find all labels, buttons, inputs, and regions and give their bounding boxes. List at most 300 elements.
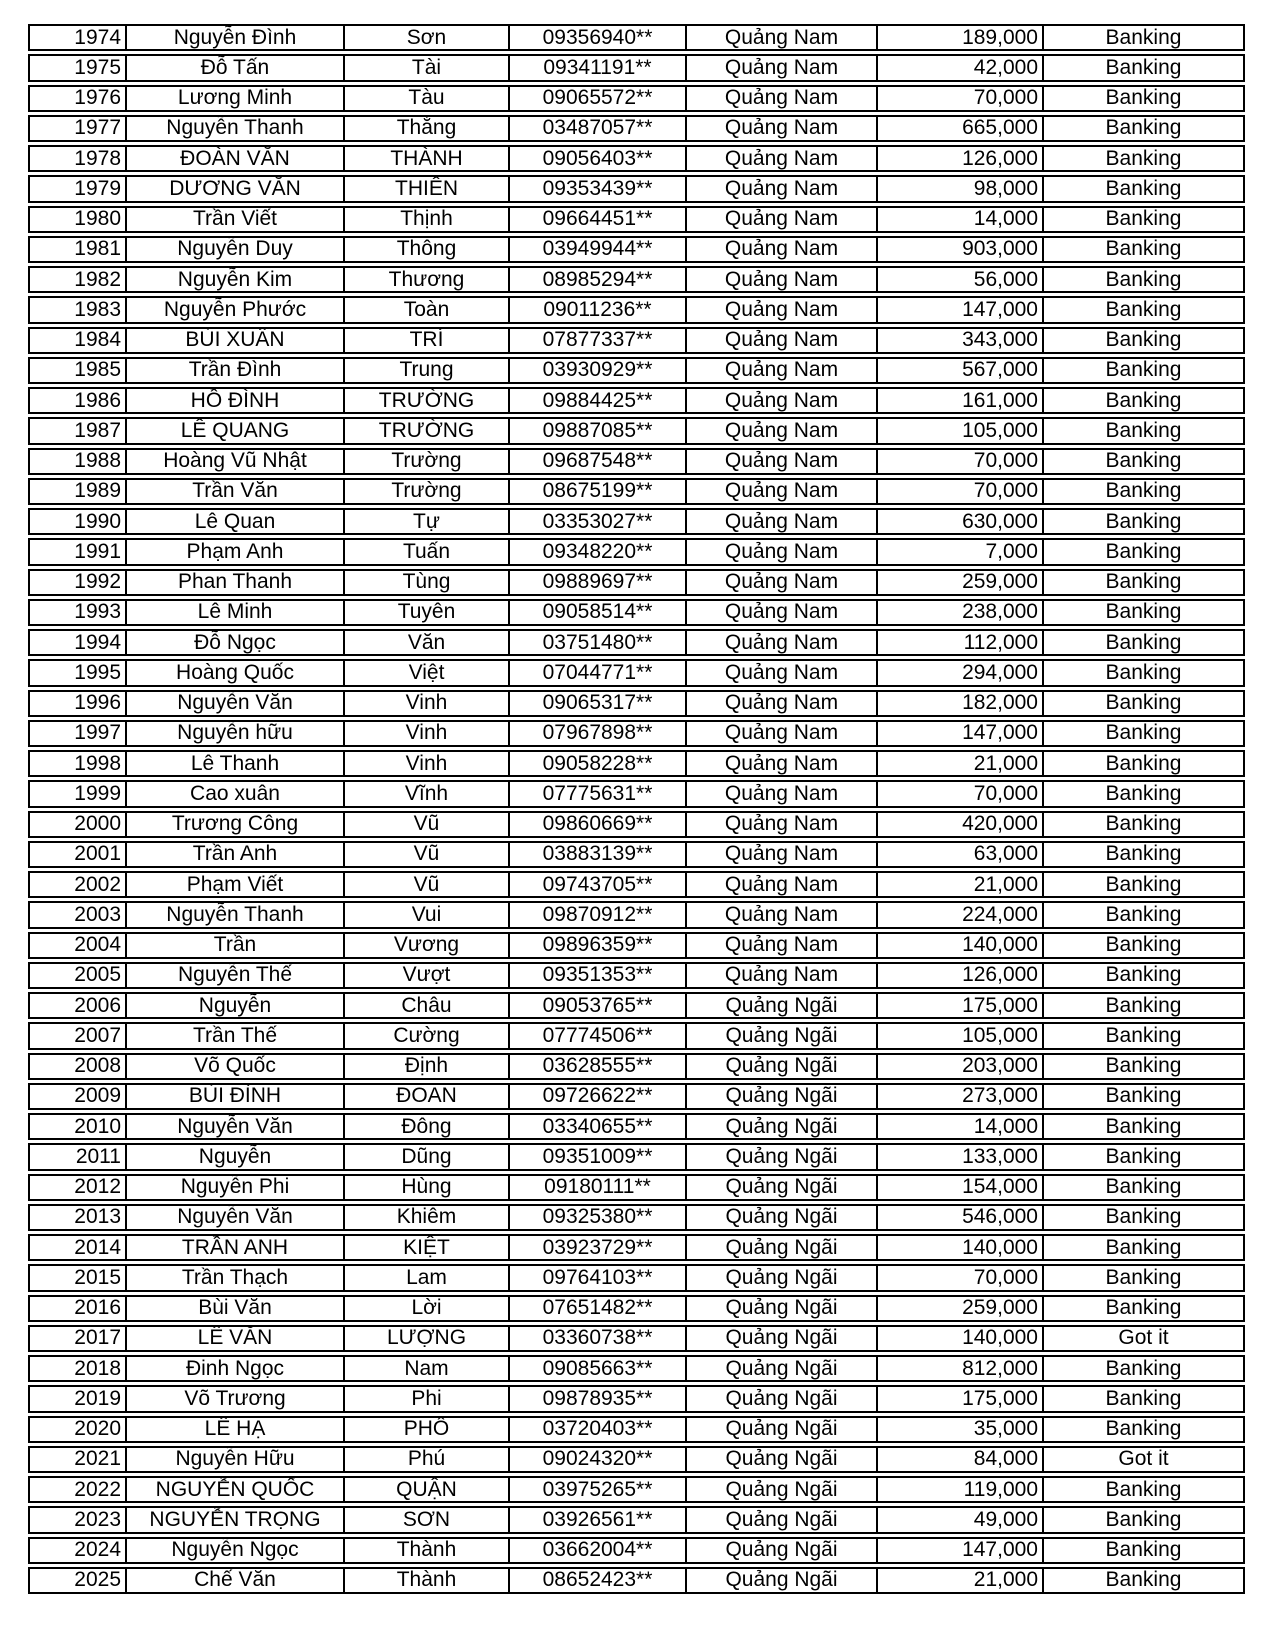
cell-method: Banking — [1044, 1143, 1245, 1170]
cell-id: 1989 — [28, 478, 127, 505]
cell-method: Banking — [1044, 780, 1245, 807]
cell-phone: 09870912** — [510, 901, 687, 928]
table-row — [28, 780, 1245, 807]
cell-phone: 09085663** — [510, 1355, 687, 1382]
cell-last: Hùng — [345, 1174, 510, 1201]
cell-province: Quảng Ngãi — [687, 1385, 878, 1412]
table-row — [28, 1022, 1245, 1049]
cell-phone: 03923729** — [510, 1234, 687, 1261]
cell-first: Lê Minh — [127, 599, 345, 626]
cell-method: Banking — [1044, 871, 1245, 898]
cell-last: Vinh — [345, 750, 510, 777]
cell-last: Vinh — [345, 690, 510, 717]
cell-method: Banking — [1044, 24, 1245, 51]
cell-phone: 09065317** — [510, 690, 687, 717]
cell-method: Banking — [1044, 327, 1245, 354]
cell-province: Quảng Nam — [687, 962, 878, 989]
cell-phone: 07044771** — [510, 659, 687, 686]
cell-amount: 112,000 — [878, 629, 1044, 656]
cell-method: Banking — [1044, 1174, 1245, 1201]
cell-phone: 09058228** — [510, 750, 687, 777]
cell-phone: 03930929** — [510, 357, 687, 384]
cell-province: Quảng Nam — [687, 569, 878, 596]
cell-province: Quảng Ngãi — [687, 1476, 878, 1503]
table-row — [28, 1537, 1245, 1564]
cell-last: THIÊN — [345, 175, 510, 202]
cell-phone: 09896359** — [510, 932, 687, 959]
cell-id: 2018 — [28, 1355, 127, 1382]
table-row — [28, 1204, 1245, 1231]
cell-province: Quảng Nam — [687, 24, 878, 51]
cell-phone: 03949944** — [510, 236, 687, 263]
cell-id: 2024 — [28, 1537, 127, 1564]
cell-method: Banking — [1044, 1355, 1245, 1382]
cell-first: Nguyễn Thanh — [127, 115, 345, 142]
table-row — [28, 387, 1245, 414]
cell-amount: 420,000 — [878, 811, 1044, 838]
cell-id: 2007 — [28, 1022, 127, 1049]
cell-province: Quảng Ngãi — [687, 1234, 878, 1261]
cell-province: Quảng Ngãi — [687, 1416, 878, 1443]
cell-amount: 84,000 — [878, 1446, 1044, 1473]
cell-method: Banking — [1044, 841, 1245, 868]
cell-phone: 09664451** — [510, 206, 687, 233]
cell-first: Trần Viết — [127, 206, 345, 233]
cell-first: BÙI ĐÌNH — [127, 1083, 345, 1110]
table-row — [28, 115, 1245, 142]
table-row — [28, 1506, 1245, 1533]
cell-id: 2000 — [28, 811, 127, 838]
cell-phone: 08675199** — [510, 478, 687, 505]
cell-province: Quảng Ngãi — [687, 1204, 878, 1231]
table-row — [28, 266, 1245, 293]
cell-phone: 03340655** — [510, 1113, 687, 1140]
cell-phone: 09356940** — [510, 24, 687, 51]
cell-amount: 126,000 — [878, 962, 1044, 989]
cell-province: Quảng Nam — [687, 145, 878, 172]
cell-last: TRƯỜNG — [345, 417, 510, 444]
cell-id: 1978 — [28, 145, 127, 172]
cell-id: 1999 — [28, 780, 127, 807]
cell-method: Banking — [1044, 1537, 1245, 1564]
cell-last: Vũ — [345, 841, 510, 868]
cell-province: Quảng Nam — [687, 417, 878, 444]
table-row — [28, 1234, 1245, 1261]
cell-method: Banking — [1044, 206, 1245, 233]
cell-method: Banking — [1044, 417, 1245, 444]
cell-phone: 09325380** — [510, 1204, 687, 1231]
table-row — [28, 175, 1245, 202]
cell-method: Got it — [1044, 1325, 1245, 1352]
cell-id: 2017 — [28, 1325, 127, 1352]
cell-id: 2004 — [28, 932, 127, 959]
cell-phone: 09353439** — [510, 175, 687, 202]
cell-phone: 07877337** — [510, 327, 687, 354]
cell-province: Quảng Ngãi — [687, 1537, 878, 1564]
cell-first: Phạm Anh — [127, 538, 345, 565]
cell-province: Quảng Nam — [687, 357, 878, 384]
cell-first: Lê Thanh — [127, 750, 345, 777]
cell-province: Quảng Nam — [687, 508, 878, 535]
cell-first: Trần Văn — [127, 478, 345, 505]
cell-first: Nguyễn Phước — [127, 296, 345, 323]
cell-first: DƯƠNG VĂN — [127, 175, 345, 202]
cell-amount: 630,000 — [878, 508, 1044, 535]
cell-first: NGUYỄN TRỌNG — [127, 1506, 345, 1533]
cell-province: Quảng Nam — [687, 932, 878, 959]
cell-method: Banking — [1044, 1295, 1245, 1322]
cell-phone: 07775631** — [510, 780, 687, 807]
cell-last: Tuấn — [345, 538, 510, 565]
cell-amount: 70,000 — [878, 1264, 1044, 1291]
table-row — [28, 871, 1245, 898]
cell-id: 1974 — [28, 24, 127, 51]
table-row — [28, 327, 1245, 354]
table-row — [28, 599, 1245, 626]
cell-first: Đinh Ngọc — [127, 1355, 345, 1382]
cell-phone: 03883139** — [510, 841, 687, 868]
table-row — [28, 659, 1245, 686]
cell-last: PHỐ — [345, 1416, 510, 1443]
cell-last: Châu — [345, 992, 510, 1019]
cell-method: Banking — [1044, 750, 1245, 777]
cell-province: Quảng Nam — [687, 780, 878, 807]
table-row — [28, 1083, 1245, 1110]
cell-last: ĐOAN — [345, 1083, 510, 1110]
cell-province: Quảng Nam — [687, 659, 878, 686]
cell-amount: 126,000 — [878, 145, 1044, 172]
cell-method: Banking — [1044, 690, 1245, 717]
cell-id: 2001 — [28, 841, 127, 868]
cell-id: 2020 — [28, 1416, 127, 1443]
cell-id: 1986 — [28, 387, 127, 414]
cell-first: Bùi Văn — [127, 1295, 345, 1322]
cell-last: Đông — [345, 1113, 510, 1140]
cell-first: HỒ ĐÌNH — [127, 387, 345, 414]
cell-method: Banking — [1044, 1506, 1245, 1533]
cell-first: Trần — [127, 932, 345, 959]
cell-last: Tài — [345, 54, 510, 81]
cell-province: Quảng Ngãi — [687, 1174, 878, 1201]
cell-id: 1984 — [28, 327, 127, 354]
cell-province: Quảng Ngãi — [687, 1264, 878, 1291]
table-row — [28, 1113, 1245, 1140]
table-row — [28, 1446, 1245, 1473]
table-row — [28, 1567, 1245, 1594]
cell-amount: 70,000 — [878, 780, 1044, 807]
cell-amount: 259,000 — [878, 569, 1044, 596]
cell-id: 2006 — [28, 992, 127, 1019]
cell-province: Quảng Ngãi — [687, 1506, 878, 1533]
cell-last: Nam — [345, 1355, 510, 1382]
cell-province: Quảng Ngãi — [687, 1355, 878, 1382]
cell-amount: 119,000 — [878, 1476, 1044, 1503]
cell-last: Văn — [345, 629, 510, 656]
cell-amount: 294,000 — [878, 659, 1044, 686]
cell-first: Nguyễn Văn — [127, 1113, 345, 1140]
cell-last: Phi — [345, 1385, 510, 1412]
cell-method: Banking — [1044, 115, 1245, 142]
cell-province: Quảng Nam — [687, 811, 878, 838]
cell-amount: 21,000 — [878, 871, 1044, 898]
cell-last: QUẬN — [345, 1476, 510, 1503]
cell-amount: 63,000 — [878, 841, 1044, 868]
table-row — [28, 1264, 1245, 1291]
cell-method: Banking — [1044, 599, 1245, 626]
cell-last: Tàu — [345, 85, 510, 112]
cell-amount: 14,000 — [878, 206, 1044, 233]
table-row — [28, 54, 1245, 81]
cell-amount: 70,000 — [878, 85, 1044, 112]
cell-phone: 03662004** — [510, 1537, 687, 1564]
cell-amount: 56,000 — [878, 266, 1044, 293]
cell-amount: 812,000 — [878, 1355, 1044, 1382]
cell-last: Thành — [345, 1567, 510, 1594]
table-row — [28, 538, 1245, 565]
cell-phone: 03926561** — [510, 1506, 687, 1533]
cell-province: Quảng Nam — [687, 206, 878, 233]
table-row — [28, 1053, 1245, 1080]
table-row — [28, 629, 1245, 656]
cell-id: 1980 — [28, 206, 127, 233]
cell-id: 2023 — [28, 1506, 127, 1533]
cell-first: Nguyễn Đình — [127, 24, 345, 51]
cell-province: Quảng Ngãi — [687, 1295, 878, 1322]
cell-first: Chế Văn — [127, 1567, 345, 1594]
cell-amount: 98,000 — [878, 175, 1044, 202]
cell-province: Quảng Ngãi — [687, 1446, 878, 1473]
cell-method: Banking — [1044, 387, 1245, 414]
cell-phone: 09180111** — [510, 1174, 687, 1201]
cell-method: Banking — [1044, 448, 1245, 475]
cell-id: 1981 — [28, 236, 127, 263]
cell-last: Lam — [345, 1264, 510, 1291]
cell-id: 1975 — [28, 54, 127, 81]
cell-last: Vương — [345, 932, 510, 959]
cell-method: Banking — [1044, 1113, 1245, 1140]
cell-phone: 09878935** — [510, 1385, 687, 1412]
cell-last: KIỆT — [345, 1234, 510, 1261]
table-body — [28, 24, 1245, 1594]
cell-first: Nguyễn Thế — [127, 962, 345, 989]
cell-method: Got it — [1044, 1446, 1245, 1473]
cell-first: Hoàng Quốc — [127, 659, 345, 686]
cell-last: Trường — [345, 448, 510, 475]
cell-province: Quảng Nam — [687, 629, 878, 656]
table-row — [28, 690, 1245, 717]
cell-first: TRẦN ANH — [127, 1234, 345, 1261]
cell-first: Võ Trương — [127, 1385, 345, 1412]
cell-amount: 105,000 — [878, 417, 1044, 444]
cell-id: 2013 — [28, 1204, 127, 1231]
cell-id: 1983 — [28, 296, 127, 323]
cell-first: Lương Minh — [127, 85, 345, 112]
cell-method: Banking — [1044, 175, 1245, 202]
table-row — [28, 1416, 1245, 1443]
cell-last: Sơn — [345, 24, 510, 51]
cell-province: Quảng Nam — [687, 54, 878, 81]
cell-last: Khiêm — [345, 1204, 510, 1231]
cell-province: Quảng Nam — [687, 690, 878, 717]
cell-amount: 140,000 — [878, 1325, 1044, 1352]
cell-first: Phạm Viết — [127, 871, 345, 898]
cell-amount: 189,000 — [878, 24, 1044, 51]
cell-province: Quảng Ngãi — [687, 1083, 878, 1110]
cell-phone: 09011236** — [510, 296, 687, 323]
cell-phone: 09687548** — [510, 448, 687, 475]
cell-phone: 09887085** — [510, 417, 687, 444]
cell-province: Quảng Ngãi — [687, 1113, 878, 1140]
cell-last: THÀNH — [345, 145, 510, 172]
cell-method: Banking — [1044, 1264, 1245, 1291]
cell-phone: 03353027** — [510, 508, 687, 535]
cell-amount: 203,000 — [878, 1053, 1044, 1080]
cell-amount: 154,000 — [878, 1174, 1044, 1201]
cell-first: Đỗ Tấn — [127, 54, 345, 81]
cell-first: Trần Đình — [127, 357, 345, 384]
cell-province: Quảng Ngãi — [687, 1053, 878, 1080]
cell-province: Quảng Nam — [687, 236, 878, 263]
table-row — [28, 1174, 1245, 1201]
cell-first: Nguyễn — [127, 992, 345, 1019]
cell-last: Tuyên — [345, 599, 510, 626]
cell-last: SƠN — [345, 1506, 510, 1533]
table-row — [28, 85, 1245, 112]
table-row — [28, 236, 1245, 263]
cell-phone: 07651482** — [510, 1295, 687, 1322]
cell-method: Banking — [1044, 1416, 1245, 1443]
cell-amount: 343,000 — [878, 327, 1044, 354]
cell-last: Việt — [345, 659, 510, 686]
table-row — [28, 1295, 1245, 1322]
cell-id: 1998 — [28, 750, 127, 777]
cell-last: Vũ — [345, 811, 510, 838]
cell-method: Banking — [1044, 1567, 1245, 1594]
cell-last: Lời — [345, 1295, 510, 1322]
cell-phone: 08652423** — [510, 1567, 687, 1594]
cell-province: Quảng Nam — [687, 175, 878, 202]
cell-last: Tự — [345, 508, 510, 535]
cell-id: 1979 — [28, 175, 127, 202]
cell-method: Banking — [1044, 145, 1245, 172]
cell-method: Banking — [1044, 538, 1245, 565]
cell-method: Banking — [1044, 811, 1245, 838]
cell-phone: 09764103** — [510, 1264, 687, 1291]
table-row — [28, 1143, 1245, 1170]
cell-last: Vượt — [345, 962, 510, 989]
cell-id: 2014 — [28, 1234, 127, 1261]
cell-id: 2002 — [28, 871, 127, 898]
cell-province: Quảng Nam — [687, 387, 878, 414]
cell-last: Thông — [345, 236, 510, 263]
cell-province: Quảng Nam — [687, 266, 878, 293]
cell-last: Dũng — [345, 1143, 510, 1170]
cell-id: 1993 — [28, 599, 127, 626]
cell-id: 2016 — [28, 1295, 127, 1322]
table-row — [28, 24, 1245, 51]
cell-amount: 105,000 — [878, 1022, 1044, 1049]
table-row — [28, 720, 1245, 747]
cell-phone: 09351009** — [510, 1143, 687, 1170]
cell-method: Banking — [1044, 1204, 1245, 1231]
cell-method: Banking — [1044, 54, 1245, 81]
cell-id: 1977 — [28, 115, 127, 142]
cell-first: Nguyễn Thanh — [127, 901, 345, 928]
cell-first: Đỗ Ngọc — [127, 629, 345, 656]
cell-id: 1987 — [28, 417, 127, 444]
table-row — [28, 417, 1245, 444]
cell-first: Nguyễn Kim — [127, 266, 345, 293]
cell-first: Võ Quốc — [127, 1053, 345, 1080]
cell-amount: 147,000 — [878, 1537, 1044, 1564]
cell-amount: 42,000 — [878, 54, 1044, 81]
cell-method: Banking — [1044, 659, 1245, 686]
cell-phone: 09348220** — [510, 538, 687, 565]
cell-phone: 09053765** — [510, 992, 687, 1019]
cell-id: 1991 — [28, 538, 127, 565]
cell-last: Cường — [345, 1022, 510, 1049]
cell-province: Quảng Ngãi — [687, 1325, 878, 1352]
cell-phone: 09743705** — [510, 871, 687, 898]
cell-first: ĐOÀN VĂN — [127, 145, 345, 172]
cell-first: Hoàng Vũ Nhật — [127, 448, 345, 475]
cell-first: Nguyễn Văn — [127, 1204, 345, 1231]
cell-method: Banking — [1044, 266, 1245, 293]
cell-method: Banking — [1044, 720, 1245, 747]
cell-last: Thắng — [345, 115, 510, 142]
cell-method: Banking — [1044, 478, 1245, 505]
cell-amount: 7,000 — [878, 538, 1044, 565]
cell-id: 2009 — [28, 1083, 127, 1110]
table-row — [28, 145, 1245, 172]
cell-first: BÙI XUÂN — [127, 327, 345, 354]
cell-first: Nguyễn hữu — [127, 720, 345, 747]
cell-first: Trần Thạch — [127, 1264, 345, 1291]
cell-first: Nguyễn Phi — [127, 1174, 345, 1201]
cell-phone: 09058514** — [510, 599, 687, 626]
cell-amount: 238,000 — [878, 599, 1044, 626]
cell-phone: 09726622** — [510, 1083, 687, 1110]
cell-method: Banking — [1044, 508, 1245, 535]
table-row — [28, 296, 1245, 323]
cell-last: Tùng — [345, 569, 510, 596]
cell-id: 2012 — [28, 1174, 127, 1201]
cell-amount: 70,000 — [878, 478, 1044, 505]
cell-amount: 70,000 — [878, 448, 1044, 475]
cell-id: 1995 — [28, 659, 127, 686]
cell-amount: 175,000 — [878, 1385, 1044, 1412]
cell-province: Quảng Nam — [687, 538, 878, 565]
cell-province: Quảng Nam — [687, 750, 878, 777]
cell-method: Banking — [1044, 1083, 1245, 1110]
cell-first: Trần Anh — [127, 841, 345, 868]
cell-first: LÊ VĂN — [127, 1325, 345, 1352]
cell-amount: 35,000 — [878, 1416, 1044, 1443]
cell-first: Lê Quan — [127, 508, 345, 535]
cell-province: Quảng Nam — [687, 448, 878, 475]
cell-province: Quảng Nam — [687, 901, 878, 928]
donor-table — [28, 21, 1245, 1597]
cell-first: NGUYỄN QUỐC — [127, 1476, 345, 1503]
cell-amount: 161,000 — [878, 387, 1044, 414]
cell-id: 1982 — [28, 266, 127, 293]
table-row — [28, 962, 1245, 989]
cell-amount: 903,000 — [878, 236, 1044, 263]
table-row — [28, 1385, 1245, 1412]
cell-method: Banking — [1044, 932, 1245, 959]
cell-first: Trần Thế — [127, 1022, 345, 1049]
cell-method: Banking — [1044, 85, 1245, 112]
